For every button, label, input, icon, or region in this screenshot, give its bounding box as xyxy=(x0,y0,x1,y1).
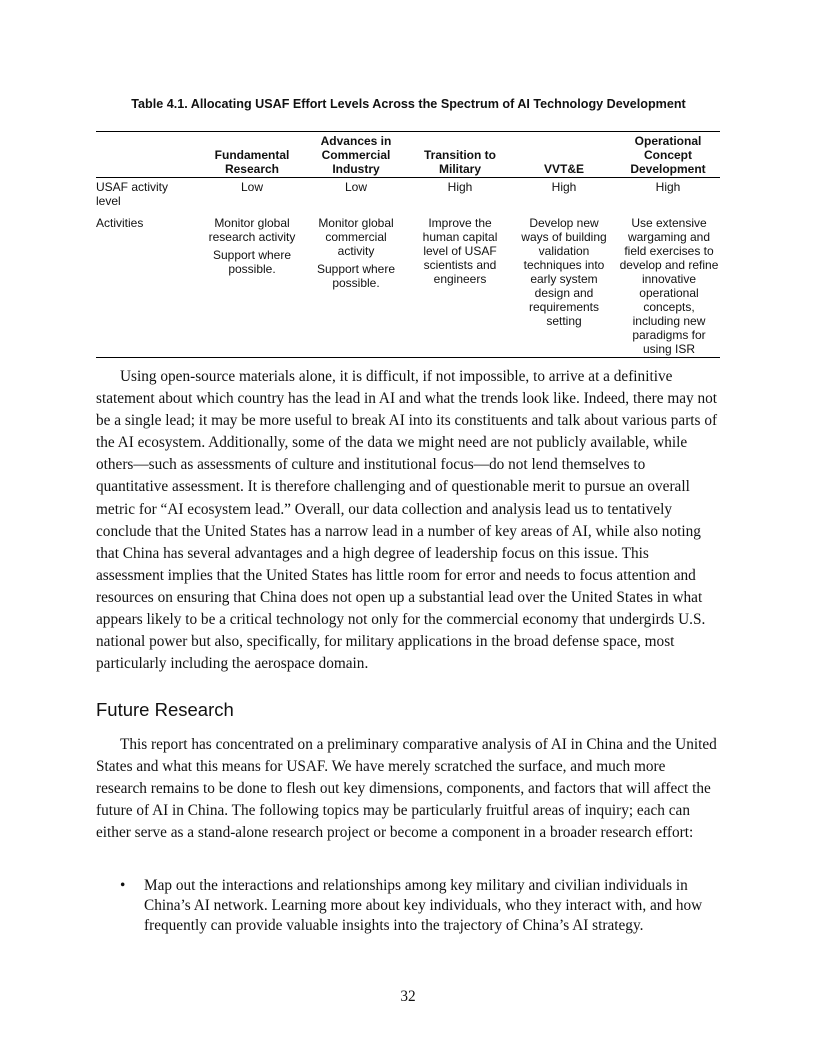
table-cell: Develop new ways of building validation techniques into early system design and requirements setting xyxy=(521,216,607,328)
table-cell: Monitor global commercial activity Support where possible. xyxy=(316,216,396,290)
table-cell: Low xyxy=(240,180,263,194)
table-cell: Use extensive wargaming and field exercises to develop and refine innovative operational concepts, including new paradigms for using ISR xyxy=(619,216,719,356)
table-caption: Table 4.1. Allocating USAF Effort Levels Across the Spectrum of AI Technology Development xyxy=(131,97,686,111)
header-advances-commercial: Advances in Commercial Industry xyxy=(304,132,408,178)
table-cell: Monitor global research activity Support where possible. xyxy=(208,216,296,276)
table-row xyxy=(96,178,720,215)
header-transition-military: Transition to Military xyxy=(408,132,512,178)
header-fundamental-research: Fundamental Research xyxy=(200,132,304,178)
row-label-activity-level: USAF activity level xyxy=(96,180,169,208)
list-item xyxy=(96,876,720,936)
header-blank xyxy=(96,132,200,178)
row-label-activities: Activities xyxy=(96,216,144,230)
header-operational-concept: Operational Concept Development xyxy=(616,132,720,178)
table-cell: Low xyxy=(344,180,367,194)
table-cell: High xyxy=(655,180,681,194)
body-paragraph-2: This report has concentrated on a preliminary comparative analysis of AI in China and the United States and what this means for USAF. We have merely scratched the surface, and much more research remains to be done to flesh out key dimensions, components, and factors that will affect the future of AI in China. The following topics may be particularly fruitful areas of inquiry; each can either serve as a stand-alone research project or become a component in a broader research effort: xyxy=(96,736,717,842)
table-cell: Improve the human capital level of USAF scientists and engineers xyxy=(422,216,498,286)
body-paragraph-1: Using open-source materials alone, it is difficult, if not impossible, to arrive at a definitive statement about which country has the lead in AI and what the trends look like. Indeed, there may not be a single lead; it may be more useful to break AI into its constituents and talk about various parts of the AI ecosystem. Additionally, some of the data we might need are not publicly available, while others—such as assessments of culture and institutional focus—do not lend themselves to quantitative assessment. It is therefore challenging and of questionable merit to pursue an overall metric for “AI ecosystem lead.” Overall, our data collection and analysis lead us to tentatively conclude that the United States has a narrow lead in a number of key areas of AI, while also noting that China has several advantages and a high degree of leadership focus on this issue. This assessment implies that the United States has little room for error and needs to focus attention and resources on ensuring that China does not open up a substantial lead over the United States in what appears likely to be a critical technology not only for the commercial economy that undergirds U.S. national power but also, specifically, for military applications in the broad defense space, most particularly including the aerospace domain. xyxy=(96,368,718,673)
research-topics-list xyxy=(96,876,720,936)
bullet-marker: • xyxy=(120,877,126,894)
effort-levels-table xyxy=(96,131,720,358)
table-cell: High xyxy=(551,180,577,194)
page-number: 32 xyxy=(400,988,416,1005)
bullet-text: Map out the interactions and relationships among key military and civilian individuals in China’s AI network. Learning more about key individuals, who they interact with, and how frequently can provide valuable insights into the trajectory of China’s AI strategy. xyxy=(144,877,703,934)
table-header-row xyxy=(96,132,720,178)
table-row xyxy=(96,214,720,358)
header-vvte: VVT&E xyxy=(512,132,616,178)
section-heading: Future Research xyxy=(96,699,234,720)
table-cell: High xyxy=(447,180,473,194)
